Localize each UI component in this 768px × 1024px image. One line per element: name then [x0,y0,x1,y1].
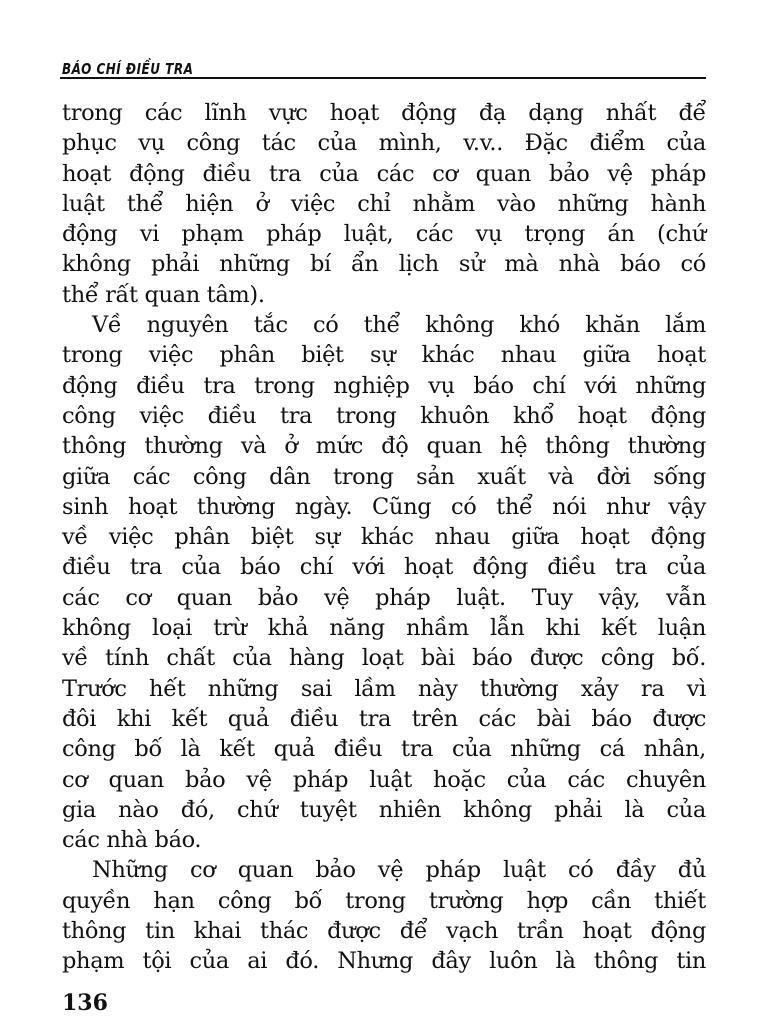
text-line: gia nào đó, chứ tuyệt nhiên không phải là của [62,796,706,823]
text-line: luật thể hiện ở việc chỉ nhằm vào những hành [62,190,706,217]
text-line: sinh hoạt thường ngày. Cũng có thể nói như vậy [62,493,706,520]
text-line: Về nguyên tắc có thể không khó khăn lắm [92,312,706,339]
text-line: Những cơ quan bảo vệ pháp luật có đầy đủ [92,857,706,884]
text-line: Trước hết những sai lầm này thường xảy ra vì [62,675,706,702]
text-line: quyền hạn công bố trong trường hợp cần thiết [62,887,706,914]
text-line: trong các lĩnh vực hoạt động đạ dạng nhất để [62,100,706,126]
text-line: cơ quan bảo vệ pháp luật hoặc của các chuyên [62,766,706,793]
text-line: công việc điều tra trong khuôn khổ hoạt động [62,402,706,429]
header-rule [60,77,706,79]
text-line: các cơ quan bảo vệ pháp luật. Tuy vậy, vẫn [62,584,706,611]
text-line: điều tra của báo chí với hoạt động điều tra của [62,554,706,581]
text-line: công bố là kết quả điều tra của những cá nhân, [62,736,706,763]
text-line: động vi phạm pháp luật, các vụ trọng án (chứ [62,221,706,248]
running-header: BÁO CHÍ ĐIỀU TRA [62,60,194,78]
text-line: về tính chất của hàng loạt bài báo được công bố. [62,645,706,672]
text-line: hoạt động điều tra của các cơ quan bảo vệ pháp [62,160,706,187]
body-text [62,98,706,977]
text-line: thông tin khai thác được để vạch trần hoạt động [62,918,706,945]
text-line: động điều tra trong nghiệp vụ báo chí với những [62,372,706,399]
text-line: đôi khi kết quả điều tra trên các bài báo được [62,705,706,732]
text-line: phạm tội của ai đó. Nhưng đây luôn là thông tin [62,948,706,975]
text-line: thông thường và ở mức độ quan hệ thông thường [62,433,706,460]
text-line: phục vụ công tác của mình, v.v.. Đặc điểm của [62,130,706,157]
text-line: về việc phân biệt sự khác nhau giữa hoạt động [62,524,706,551]
text-line: không loại trừ khả năng nhầm lẫn khi kết luận [62,615,706,642]
text-line: các nhà báo. [62,827,202,854]
page-number: 136 [62,990,108,1016]
text-line: thể rất quan tâm). [62,281,265,308]
text-line: giữa các công dân trong sản xuất và đời sống [62,463,706,490]
text-line: trong việc phân biệt sự khác nhau giữa hoạt [62,342,706,369]
text-line: không phải những bí ẩn lịch sử mà nhà báo có [62,251,706,278]
